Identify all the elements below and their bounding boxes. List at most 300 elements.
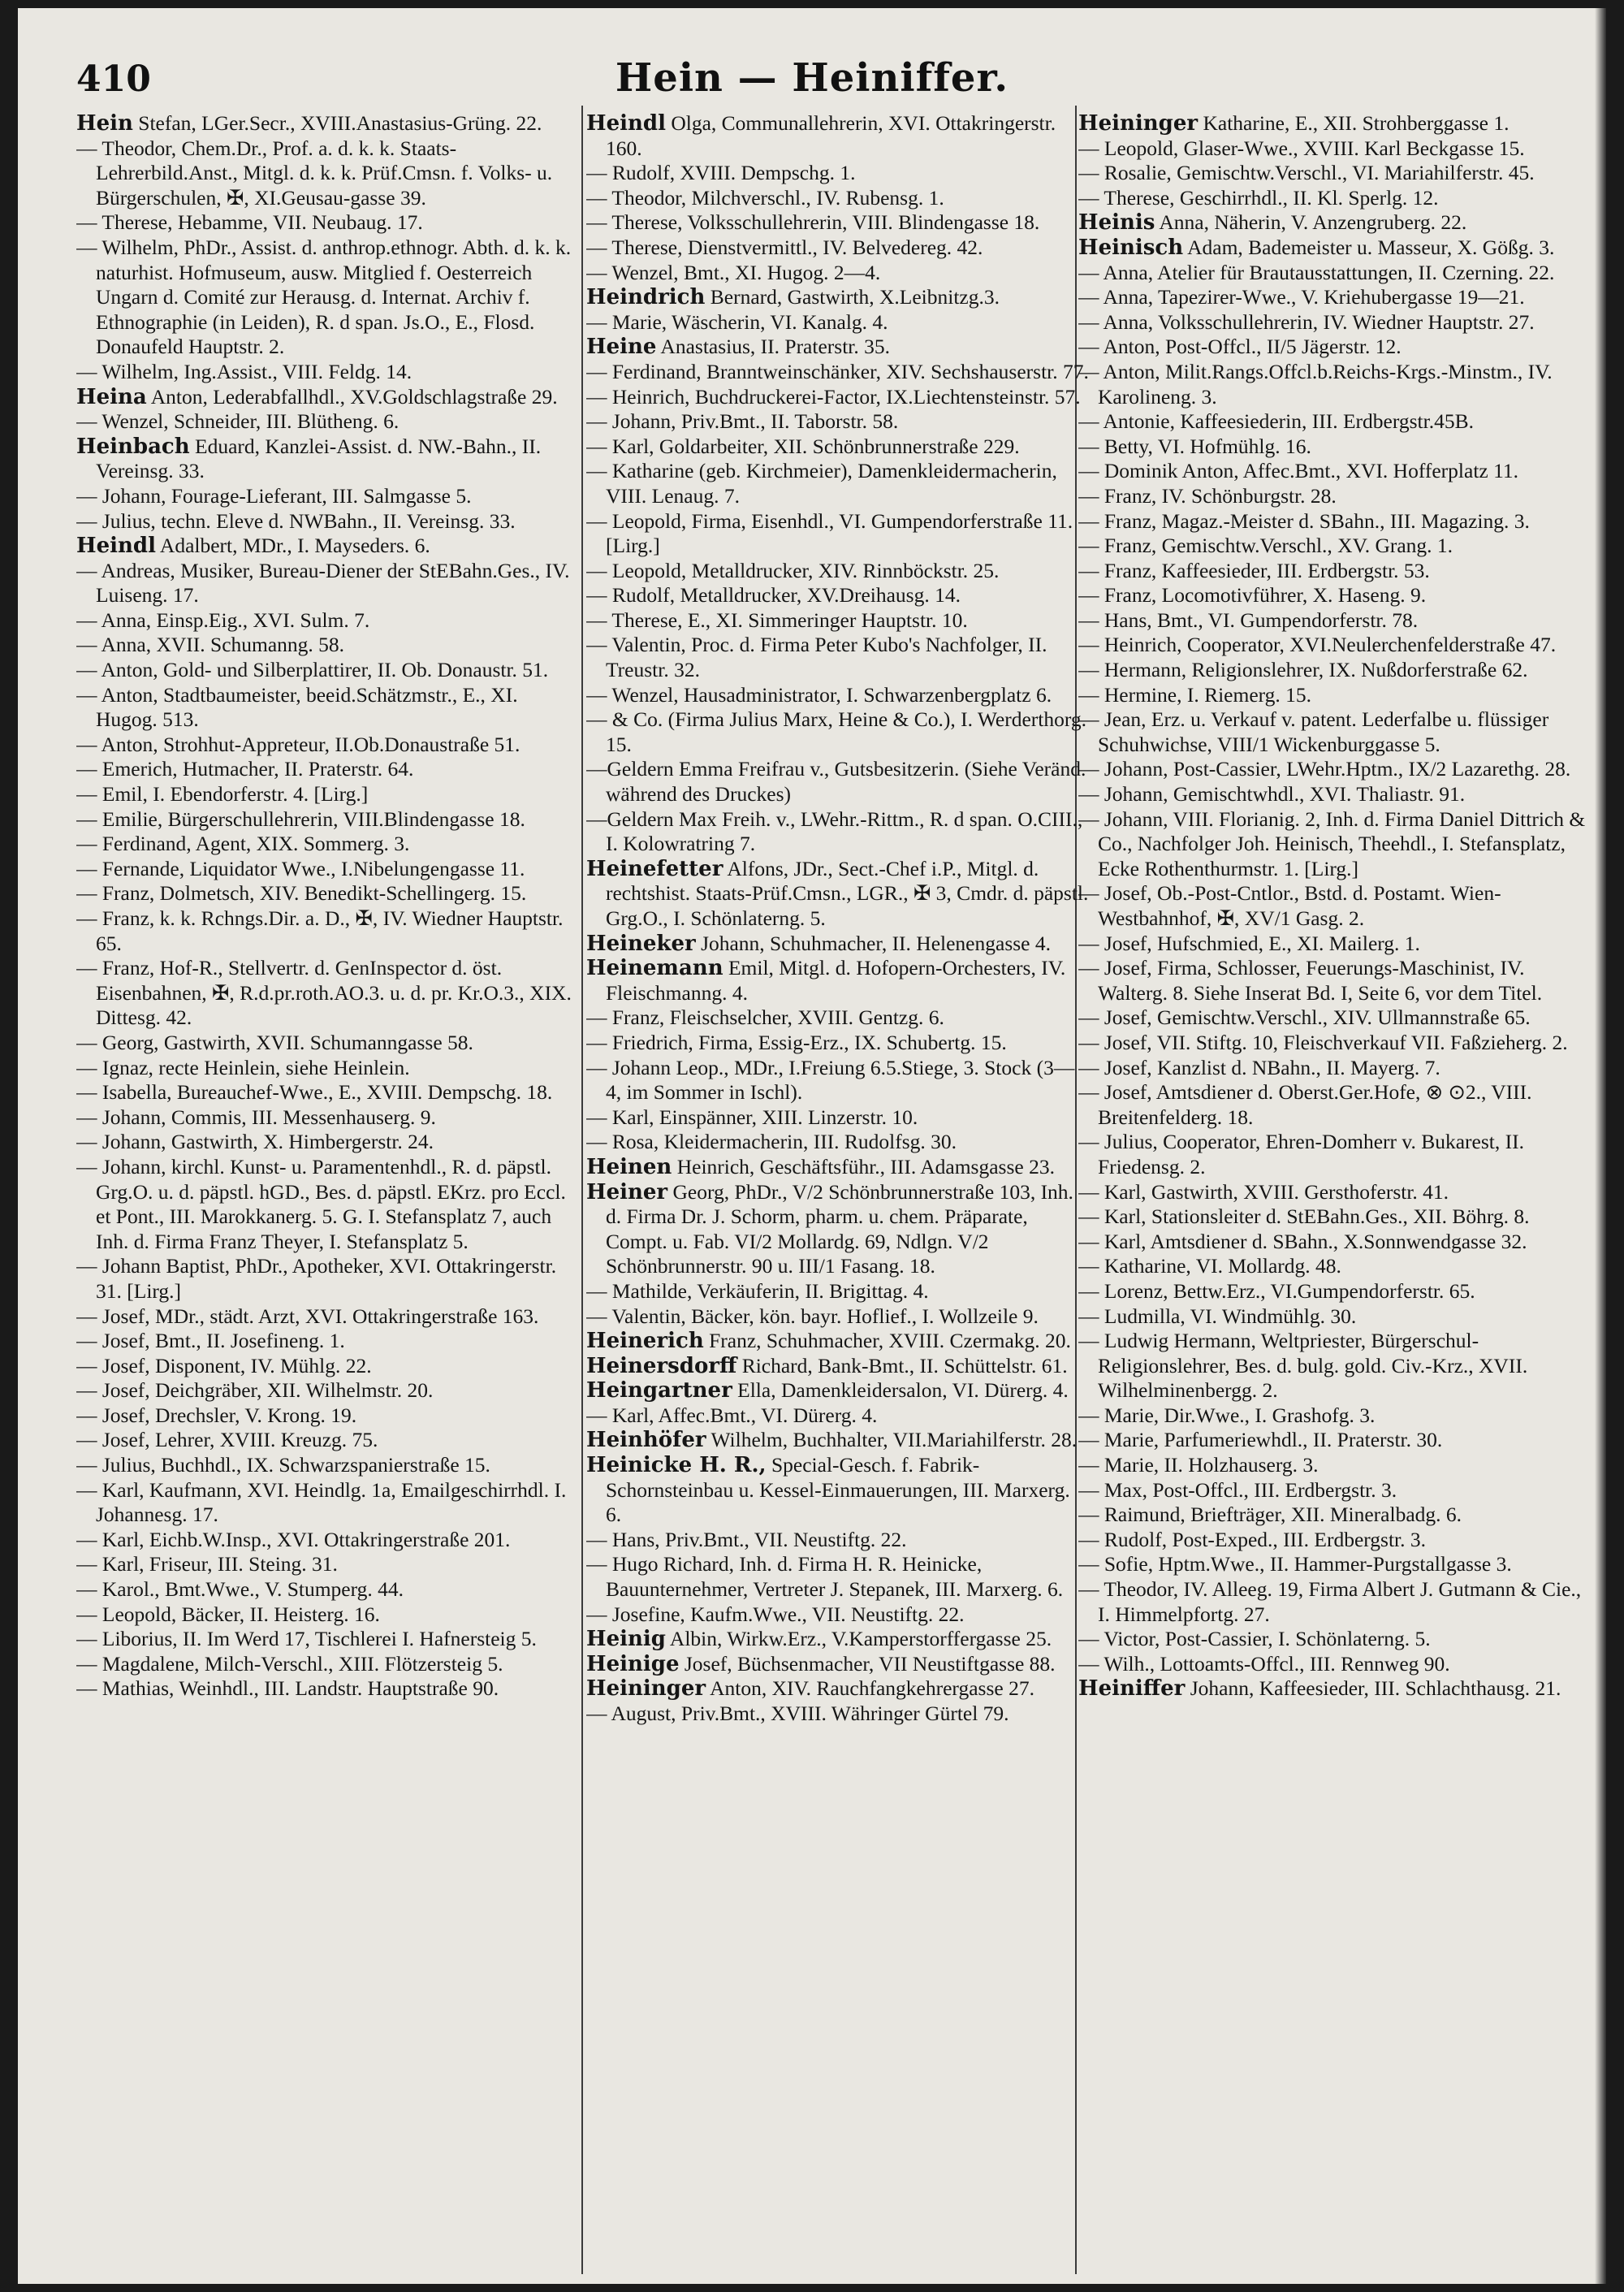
entry-text: — Johann, kirchl. Kunst- u. Paramentenhdl., R. d. päpstl. Grg.O. u. d. päpstl. hGD., Bes. d. päpstl. EKrz. pro Eccl. et Pont., III. Marokkanerg. 5. G. I. Stefansplatz 7, auch Inh. d. Firma Franz Theyer, I. Stefansplatz 5. <box>76 1154 566 1253</box>
directory-entry <box>586 1180 1090 1279</box>
directory-entry <box>76 757 577 782</box>
directory-entry <box>1078 707 1587 757</box>
directory-entry <box>586 111 1090 161</box>
directory-entry <box>76 435 577 484</box>
entry-text: Georg, PhDr., V/2 Schönbrunnerstraße 103, Inh. d. Firma Dr. J. Schorm, pharm. u. chem. Präparate, Compt. u. Fab. VI/2 Mollardg. 69, Ndlgn. V/2 Schönbrunnerstr. 90 u. III/1 Fasang. 18. <box>606 1179 1073 1278</box>
entry-text: — August, Priv.Bmt., XVIII. Währinger Gürtel 79. <box>586 1702 1009 1725</box>
directory-entry <box>76 509 577 534</box>
directory-entry <box>1078 683 1587 708</box>
entry-text: — Friedrich, Firma, Essig-Erz., IX. Schubertg. 15. <box>586 1030 1007 1054</box>
entry-text: — Josef, Firma, Schlosser, Feuerungs-Maschinist, IV. Walterg. 8. Siehe Inserat Bd. I, Seite 6, vor dem Titel. <box>1078 956 1543 1005</box>
entry-surname: Heinisch <box>1078 235 1184 260</box>
directory-entry <box>76 1478 577 1528</box>
entry-text: — Therese, E., XI. Simmeringer Hauptstr. 10. <box>586 608 968 632</box>
directory-entry <box>1078 335 1587 360</box>
directory-entry <box>1078 782 1587 807</box>
entry-text: Josef, Büchsenmacher, VII Neustiftgasse 88. <box>684 1651 1056 1676</box>
entry-text: — Therese, Volksschullehrerin, VIII. Blindengasse 18. <box>586 210 1040 235</box>
directory-entry <box>586 1354 1090 1379</box>
entry-text: — Therese, Dienstvermittl., IV. Belvedereg. 42. <box>586 235 983 259</box>
directory-entry <box>76 881 577 906</box>
directory-entry <box>1078 658 1587 683</box>
directory-entry <box>1078 1552 1587 1577</box>
entry-text: — Mathilde, Verkäuferin, II. Brigittag. 4. <box>586 1278 929 1303</box>
directory-entry <box>586 1627 1090 1652</box>
directory-entry <box>586 1304 1090 1330</box>
entry-surname: Heinerich <box>586 1329 704 1354</box>
directory-entry <box>1078 1080 1587 1130</box>
entry-text: — Franz, Gemischtw.Verschl., XV. Grang. 1. <box>1078 534 1453 558</box>
directory-entry <box>76 733 577 758</box>
directory-entry <box>1078 534 1587 559</box>
entry-text: — Marie, Dir.Wwe., I. Grashofg. 3. <box>1078 1403 1376 1427</box>
entry-text: — Anton, Stadtbaumeister, beeid.Schätzmstr., E., XI. Hugog. 513. <box>76 682 518 732</box>
directory-entry <box>1078 484 1587 509</box>
directory-column-2 <box>586 111 1090 2280</box>
entry-text: — Johann, Commis, III. Messenhauserg. 9. <box>76 1105 436 1129</box>
entry-text: — Rosalie, Gemischtw.Verschl., VI. Mariahilferstr. 45. <box>1078 161 1535 185</box>
directory-entry <box>1078 409 1587 435</box>
entry-text: — Isabella, Bureauchef-Wwe., E., XVIII. Dempschg. 18. <box>76 1080 553 1105</box>
entry-text: — Karl, Goldarbeiter, XII. Schönbrunnerstraße 229. <box>586 434 1020 458</box>
entry-text: — Hans, Bmt., VI. Gumpendorferstr. 78. <box>1078 608 1419 632</box>
directory-entry <box>76 1403 577 1429</box>
entry-text: Bernard, Gastwirth, X.Leibnitzg.3. <box>710 285 1000 309</box>
entry-text: — Emilie, Bürgerschullehrerin, VIII.Blindengasse 18. <box>76 807 525 831</box>
directory-entry <box>1078 1676 1587 1702</box>
directory-entry <box>1078 111 1587 136</box>
entry-surname: Heinige <box>586 1651 680 1676</box>
entry-text: — Karl, Eichb.W.Insp., XVI. Ottakringerstraße 201. <box>76 1527 511 1551</box>
entry-text: — Fernande, Liquidator Wwe., I.Nibelungengasse 11. <box>76 856 525 880</box>
entry-text: — Julius, techn. Eleve d. NWBahn., II. Vereinsg. 33. <box>76 508 516 533</box>
directory-entry <box>1078 509 1587 534</box>
directory-entry <box>76 1031 577 1056</box>
entry-text: — Georg, Gastwirth, XVII. Schumanngasse 58. <box>76 1030 473 1054</box>
entry-surname: Heiniffer <box>1078 1676 1186 1702</box>
entry-text: — Franz, Kaffeesieder, III. Erdbergstr. 53. <box>1078 558 1430 582</box>
entry-text: — Franz, Dolmetsch, XIV. Benedikt-Schellingerg. 15. <box>76 881 527 906</box>
entry-text: — Julius, Buchhdl., IX. Schwarzspanierstraße 15. <box>76 1453 490 1477</box>
directory-entry <box>586 161 1090 186</box>
directory-entry <box>76 409 577 435</box>
entry-text: — Valentin, Bäcker, kön. bayr. Hoflief., I. Wollzeile 9. <box>586 1304 1039 1328</box>
directory-entry <box>76 782 577 807</box>
entry-surname: Heinen <box>586 1154 672 1179</box>
entry-text: Anastasius, II. Praterstr. 35. <box>660 335 890 359</box>
entry-text: — Wenzel, Schneider, III. Blütheng. 6. <box>76 409 400 434</box>
entry-text: — Julius, Cooperator, Ehren-Domherr v. Bukarest, II. Friedensg. 2. <box>1078 1130 1524 1178</box>
entry-surname: Heinig <box>586 1627 666 1652</box>
directory-entry <box>1078 1230 1587 1255</box>
entry-text: — Leopold, Glaser-Wwe., XVIII. Karl Beckgasse 15. <box>1078 136 1525 160</box>
entry-text: — Karl, Gastwirth, XVIII. Gersthoferstr. 41. <box>1078 1179 1449 1204</box>
entry-text: — Theodor, Milchverschl., IV. Rubensg. 1. <box>586 185 944 210</box>
entry-text: — Ludwig Hermann, Weltpriester, Bürgerschul-Religionslehrer, Bes. d. bulg. gold. Civ.-Krz., XVII. Wilhelminenbergg. 2. <box>1078 1329 1528 1403</box>
entry-text: Albin, Wirkw.Erz., V.Kamperstorffergasse 25. <box>669 1627 1052 1651</box>
directory-entry <box>76 136 577 211</box>
entry-text: — Anna, Atelier für Brautausstattungen, II. Czerning. 22. <box>1078 260 1555 284</box>
directory-entry <box>586 1602 1090 1628</box>
directory-entry <box>76 1453 577 1478</box>
entry-text: Johann, Kaffeesieder, III. Schlachthausg. 21. <box>1190 1676 1561 1701</box>
entry-text: — Theodor, Chem.Dr., Prof. a. d. k. k. Staats-Lehrerbild.Anst., Mitgl. d. k. k. Prüf.Cmsn. f. Volks- u. Bürgerschulen, ✠, XI.Geusau-gasse 39. <box>76 136 553 210</box>
entry-text: Adam, Bademeister u. Masseur, X. Gößg. 3. <box>1187 235 1555 259</box>
page-number: 410 <box>76 58 151 100</box>
directory-entry <box>586 1105 1090 1131</box>
directory-entry <box>76 832 577 857</box>
entry-text: Stefan, LGer.Secr., XVIII.Anastasius-Grüng. 22. <box>138 111 542 135</box>
entry-text: — Franz, Magaz.-Meister d. SBahn., III. Magazing. 3. <box>1078 508 1530 533</box>
entry-surname: Hein <box>76 111 133 136</box>
entry-text: — Wilhelm, Ing.Assist., VIII. Feldg. 14. <box>76 359 412 383</box>
directory-entry <box>76 1378 577 1403</box>
entry-text: — Karl, Kaufmann, XVI. Heindlg. 1a, Emailgeschirrhdl. I. Johannesg. 17. <box>76 1477 567 1527</box>
directory-entry <box>76 683 577 733</box>
directory-entry <box>76 534 577 559</box>
directory-entry <box>1078 310 1587 335</box>
entry-text: — Hans, Priv.Bmt., VII. Neustiftg. 22. <box>586 1527 907 1551</box>
entry-text: — Anna, Einsp.Eig., XVI. Sulm. 7. <box>76 608 370 632</box>
directory-entry <box>586 857 1090 932</box>
directory-entry <box>76 1329 577 1354</box>
directory-entry <box>1078 210 1587 236</box>
directory-entry <box>76 857 577 882</box>
entry-text: — Marie, Wäscherin, VI. Kanalg. 4. <box>586 309 888 334</box>
page-header <box>18 41 1606 114</box>
directory-entry <box>76 1652 577 1677</box>
entry-text: Richard, Bank-Bmt., II. Schüttelstr. 61. <box>741 1353 1068 1377</box>
directory-entry <box>76 633 577 658</box>
entry-text: — Raimund, Briefträger, XII. Mineralbadg. 6. <box>1078 1503 1462 1527</box>
entry-text: — Josef, Disponent, IV. Mühlg. 22. <box>76 1353 372 1377</box>
entry-text: — Rosa, Kleidermacherin, III. Rudolfsg. 30. <box>586 1130 957 1154</box>
entry-surname: Heindl <box>76 534 156 559</box>
directory-entry <box>76 1130 577 1155</box>
entry-text: — Wilhelm, PhDr., Assist. d. anthrop.ethnogr. Abth. d. k. k. naturhist. Hofmuseum, ausw. Mitglied f. Oesterreich Ungarn d. Comité zur Herausg. d. Internat. Archiv f. Ethnographie (in Leiden), R. d span. Js.O., E., Flosd. Donaufeld Hauptstr. 2. <box>76 235 572 359</box>
directory-entry <box>586 1528 1090 1553</box>
entry-text: — Johann Baptist, PhDr., Apotheker, XVI. Ottakringerstr. 31. [Lirg.] <box>76 1254 557 1303</box>
directory-entry <box>1078 1577 1587 1627</box>
entry-text: — Magdalene, Milch-Verschl., XIII. Flötzersteig 5. <box>76 1651 503 1676</box>
entry-text: — Hermann, Religionslehrer, IX. Nußdorferstraße 62. <box>1078 658 1528 682</box>
entry-text: — Anna, Volksschullehrerin, IV. Wiedner Hauptstr. 27. <box>1078 309 1535 334</box>
column-divider <box>581 106 583 2274</box>
directory-entry <box>1078 1130 1587 1179</box>
entry-text: — Theodor, IV. Alleeg. 19, Firma Albert J. Gutmann & Cie., I. Himmelpfortg. 27. <box>1078 1577 1582 1626</box>
entry-text: — Sofie, Hptm.Wwe., II. Hammer-Purgstallgasse 3. <box>1078 1552 1512 1576</box>
entry-text: — Johann, Gastwirth, X. Himbergerstr. 24. <box>76 1130 434 1154</box>
entry-text: Alfons, JDr., Sect.-Chef i.P., Mitgl. d. rechtshist. Staats-Prüf.Cmsn., LGR., ✠ 3, Cmdr. d. päpstl. Grg.O., I. Schönlaterng. 5. <box>606 856 1089 930</box>
directory-entry <box>1078 583 1587 608</box>
entry-text: — Ferdinand, Agent, XIX. Sommerg. 3. <box>76 832 410 856</box>
directory-entry <box>1078 1180 1587 1205</box>
directory-entry <box>1078 459 1587 484</box>
directory-entry <box>586 1652 1090 1677</box>
directory-entry <box>76 1602 577 1628</box>
directory-entry <box>76 658 577 683</box>
entry-text: — Wilh., Lottoamts-Offcl., III. Rennweg 90. <box>1078 1651 1450 1676</box>
directory-entry <box>76 111 577 136</box>
directory-entry <box>1078 956 1587 1005</box>
directory-entry <box>76 1105 577 1131</box>
entry-surname: Heinbach <box>76 434 190 459</box>
directory-entry <box>1078 1478 1587 1503</box>
directory-entry <box>586 236 1090 261</box>
directory-entry <box>586 1130 1090 1155</box>
directory-entry <box>586 409 1090 435</box>
directory-entry <box>586 1155 1090 1180</box>
entry-surname: Heinis <box>1078 210 1155 236</box>
entry-text: — Heinrich, Buchdruckerei-Factor, IX.Liechtensteinstr. 57. <box>586 384 1081 409</box>
directory-entry <box>1078 1279 1587 1304</box>
entry-surname: Heininger <box>586 1676 706 1702</box>
entry-text: — Johann, Gemischtwhdl., XVI. Thaliastr. 91. <box>1078 782 1466 807</box>
entry-text: Emil, Mitgl. d. Hofopern-Orchesters, IV. Fleischmanng. 4. <box>606 956 1066 1005</box>
directory-entry <box>1078 608 1587 634</box>
entry-surname: Heina <box>76 384 147 409</box>
entry-text: — Katharine, VI. Mollardg. 48. <box>1078 1254 1341 1278</box>
directory-entry <box>1078 285 1587 310</box>
directory-entry <box>1078 1329 1587 1403</box>
directory-entry <box>1078 559 1587 584</box>
directory-entry <box>76 956 577 1031</box>
entry-text: — Josef, VII. Stiftg. 10, Fleischverkauf VII. Faßzieherg. 2. <box>1078 1030 1568 1054</box>
directory-entry <box>76 1552 577 1577</box>
entry-text: — Josef, Bmt., II. Josefineng. 1. <box>76 1329 345 1353</box>
entry-surname: Heingartner <box>586 1378 732 1403</box>
directory-entry <box>586 956 1090 1005</box>
directory-entry <box>76 1528 577 1553</box>
entry-text: — Josef, Drechsler, V. Krong. 19. <box>76 1403 357 1427</box>
entry-text: — Hermine, I. Riemerg. 15. <box>1078 682 1312 707</box>
entry-text: — Jean, Erz. u. Verkauf v. patent. Lederfalbe u. flüssiger Schuhwichse, VIII/1 Wickenburggasse 5. <box>1078 707 1549 756</box>
entry-text: — Therese, Geschirrhdl., II. Kl. Sperlg. 12. <box>1078 185 1439 210</box>
entry-text: — Betty, VI. Hofmühlg. 16. <box>1078 434 1311 458</box>
directory-entry <box>586 1005 1090 1031</box>
directory-entry <box>76 360 577 385</box>
entry-surname: Heinemann <box>586 956 723 981</box>
directory-entry <box>1078 1005 1587 1031</box>
directory-entry <box>76 1155 577 1254</box>
entry-text: Anna, Näherin, V. Anzengruberg. 22. <box>1159 210 1467 235</box>
entry-text: Special-Gesch. f. Fabrik-Schornsteinbau u. Kessel-Einmauerungen, III. Marxerg. 6. <box>606 1453 1070 1527</box>
entry-text: — Wenzel, Hausadministrator, I. Schwarzenbergplatz 6. <box>586 682 1052 707</box>
directory-entry <box>586 360 1090 385</box>
directory-entry <box>586 186 1090 211</box>
directory-entry <box>76 1056 577 1081</box>
entry-text: — Leopold, Bäcker, II. Heisterg. 16. <box>76 1602 380 1626</box>
entry-text: — Marie, Parfumeriewhdl., II. Praterstr. 30. <box>1078 1428 1443 1452</box>
directory-entry <box>1078 236 1587 261</box>
entry-text: Heinrich, Geschäftsführ., III. Adamsgasse 23. <box>676 1154 1055 1178</box>
directory-entry <box>586 633 1090 682</box>
directory-entry <box>586 385 1090 410</box>
directory-entry <box>586 807 1090 857</box>
directory-entry <box>1078 633 1587 658</box>
directory-entry <box>586 210 1090 236</box>
directory-entry <box>76 236 577 360</box>
directory-entry <box>586 509 1090 559</box>
entry-text: — Wenzel, Bmt., XI. Hugog. 2—4. <box>586 260 881 284</box>
directory-entry <box>1078 807 1587 882</box>
entry-text: — Ludmilla, VI. Windmühlg. 30. <box>1078 1304 1357 1328</box>
entry-text: — Mathias, Weinhdl., III. Landstr. Hauptstraße 90. <box>76 1676 499 1701</box>
entry-text: — Franz, Locomotivführer, X. Haseng. 9. <box>1078 583 1427 608</box>
directory-entry <box>76 807 577 832</box>
entry-text: — Josef, Deichgräber, XII. Wilhelmstr. 20. <box>76 1378 434 1403</box>
directory-entry <box>1078 757 1587 782</box>
entry-text: — Anton, Post-Offcl., II/5 Jägerstr. 12. <box>1078 335 1402 359</box>
entry-text: — Josef, MDr., städt. Arzt, XVI. Ottakringerstraße 163. <box>76 1304 539 1328</box>
directory-entry <box>586 285 1090 310</box>
entry-text: — Emerich, Hutmacher, II. Praterstr. 64. <box>76 757 414 781</box>
scan-edge <box>1595 8 1606 2284</box>
directory-entry <box>1078 881 1587 931</box>
directory-entry <box>1078 1254 1587 1279</box>
directory-column-3 <box>1078 111 1587 2280</box>
entry-text: — Josef, Kanzlist d. NBahn., II. Mayerg. 7. <box>1078 1055 1440 1079</box>
directory-entry <box>76 906 577 956</box>
entry-text: — Karol., Bmt.Wwe., V. Stumperg. 44. <box>76 1577 404 1602</box>
directory-entry <box>586 435 1090 460</box>
directory-entry <box>586 608 1090 634</box>
directory-entry <box>1078 1503 1587 1528</box>
entry-text: — Max, Post-Offcl., III. Erdbergstr. 3. <box>1078 1477 1397 1502</box>
entry-text: — Rudolf, Post-Exped., III. Erdbergstr. 3. <box>1078 1527 1427 1551</box>
directory-entry <box>1078 1453 1587 1478</box>
directory-entry <box>1078 261 1587 286</box>
entry-text: — Antonie, Kaffeesiederin, III. Erdbergstr.45B. <box>1078 409 1474 434</box>
directory-entry <box>1078 1652 1587 1677</box>
directory-entry <box>586 1453 1090 1528</box>
directory-entry <box>586 1056 1090 1105</box>
directory-entry <box>1078 1204 1587 1230</box>
entry-text: — Rudolf, XVIII. Dempschg. 1. <box>586 161 856 185</box>
entry-text: Ella, Damenkleidersalon, VI. Dürerg. 4. <box>737 1378 1069 1403</box>
entry-surname: Heinhöfer <box>586 1428 706 1453</box>
directory-entry <box>586 1552 1090 1602</box>
directory-entry <box>76 608 577 634</box>
entry-surname: Heindrich <box>586 285 706 310</box>
entry-text: — Johann, Post-Cassier, LWehr.Hptm., IX/2 Lazarethg. 28. <box>1078 757 1571 781</box>
directory-column-1 <box>76 111 577 2280</box>
directory-entry <box>586 683 1090 708</box>
directory-entry <box>1078 161 1587 186</box>
entry-surname: Heineker <box>586 931 696 956</box>
entry-text: — Karl, Einspänner, XIII. Linzerstr. 10. <box>586 1105 918 1129</box>
entry-surname: Heininger <box>1078 111 1199 136</box>
entry-text: — Karl, Affec.Bmt., VI. Dürerg. 4. <box>586 1403 878 1427</box>
entry-text: — Anton, Milit.Rangs.Offcl.b.Reichs-Krgs.-Minstm., IV. Karolineng. 3. <box>1078 359 1553 409</box>
directory-entry <box>586 1329 1090 1354</box>
entry-surname: Heinicke H. R., <box>586 1453 767 1478</box>
directory-entry <box>1078 1403 1587 1429</box>
entry-text: — Katharine (geb. Kirchmeier), Damenkleidermacherin, VIII. Lenaug. 7. <box>586 459 1057 508</box>
directory-entry <box>586 1403 1090 1429</box>
directory-entry <box>586 261 1090 286</box>
entry-text: Franz, Schuhmacher, XVIII. Czermakg. 20. <box>709 1329 1071 1353</box>
entry-text: Anton, XIV. Rauchfangkehrergasse 27. <box>710 1676 1034 1701</box>
directory-entry <box>1078 1031 1587 1056</box>
directory-entry <box>76 484 577 509</box>
entry-text: — Marie, II. Holzhauserg. 3. <box>1078 1453 1319 1477</box>
directory-entry <box>1078 1627 1587 1652</box>
directory-entry <box>586 1031 1090 1056</box>
directory-entry <box>76 210 577 236</box>
directory-entry <box>586 1378 1090 1403</box>
entry-text: — Rudolf, Metalldrucker, XV.Dreihausg. 14. <box>586 583 961 608</box>
entry-text: — Josef, Gemischtw.Verschl., XIV. Ullmannstraße 65. <box>1078 1005 1531 1030</box>
entry-text: — Franz, k. k. Rchngs.Dir. a. D., ✠, IV. Wiedner Hauptstr. 65. <box>76 906 564 955</box>
directory-entry <box>76 1577 577 1602</box>
directory-entry <box>586 1279 1090 1304</box>
entry-text: Adalbert, MDr., I. Mayseders. 6. <box>159 534 430 558</box>
directory-entry <box>76 1428 577 1453</box>
directory-entry <box>76 385 577 410</box>
entry-text: Anton, Lederabfallhdl., XV.Goldschlagstraße 29. <box>150 384 558 409</box>
entry-text: — Josef, Ob.-Post-Cntlor., Bstd. d. Postamt. Wien-Westbahnhof, ✠, XV/1 Gasg. 2. <box>1078 881 1501 930</box>
entry-text: — Hugo Richard, Inh. d. Firma H. R. Heinicke, Bauunternehmer, Vertreter J. Stepanek, III. Marxerg. 6. <box>586 1552 1064 1602</box>
directory-entry <box>586 310 1090 335</box>
entry-text: — Anna, XVII. Schumanng. 58. <box>76 633 345 657</box>
entry-text: — Anna, Tapezirer-Wwe., V. Kriehubergasse 19—21. <box>1078 285 1525 309</box>
directory-entry <box>586 932 1090 957</box>
directory-entry <box>586 757 1090 807</box>
entry-text: — Josef, Lehrer, XVIII. Kreuzg. 75. <box>76 1428 378 1452</box>
entry-text: — Josefine, Kaufm.Wwe., VII. Neustiftg. 22. <box>586 1602 965 1626</box>
directory-entry <box>1078 136 1587 162</box>
directory-entry <box>76 559 577 608</box>
entry-text: — Ignaz, recte Heinlein, siehe Heinlein. <box>76 1055 410 1079</box>
entry-text: — Anton, Strohhut-Appreteur, II.Ob.Donaustraße 51. <box>76 732 520 756</box>
directory-entry <box>1078 1304 1587 1330</box>
entry-text: — Andreas, Musiker, Bureau-Diener der StEBahn.Ges., IV. Luiseng. 17. <box>76 558 570 608</box>
entry-text: — Leopold, Firma, Eisenhdl., VI. Gumpendorferstraße 11. [Lirg.] <box>586 508 1073 558</box>
directory-entry <box>586 583 1090 608</box>
entry-surname: Heindl <box>586 111 666 136</box>
directory-entry <box>1078 435 1587 460</box>
directory-entry <box>586 1702 1090 1727</box>
entry-text: — Karl, Amtsdiener d. SBahn., X.Sonnwendgasse 32. <box>1078 1229 1527 1253</box>
entry-text: — Johann Leop., MDr., I.Freiung 6.5.Stiege, 3. Stock (3—4, im Sommer in Ischl). <box>586 1055 1075 1105</box>
running-head: Hein — Heiniffer. <box>615 55 1009 101</box>
entry-text: Katharine, E., XII. Strohberggasse 1. <box>1203 111 1510 135</box>
entry-text: — Heinrich, Cooperator, XVI.Neulerchenfelderstraße 47. <box>1078 633 1557 657</box>
directory-page <box>18 8 1606 2284</box>
directory-entry <box>76 1304 577 1330</box>
entry-text: — Karl, Friseur, III. Steing. 31. <box>76 1552 338 1576</box>
entry-text: — Johann, VIII. Florianig. 2, Inh. d. Firma Daniel Dittrich & Co., Nachfolger Joh. Heinisch, Theehdl., I. Stefansplatz, Ecke Rothenthurmstr. 1. [Lirg.] <box>1078 807 1586 880</box>
entry-text: — & Co. (Firma Julius Marx, Heine & Co.), I. Werderthorg. 15. <box>586 707 1087 756</box>
directory-entry <box>1078 360 1587 409</box>
entry-text: — Anton, Gold- und Silberplattirer, II. Ob. Donaustr. 51. <box>76 658 549 682</box>
directory-entry <box>586 559 1090 584</box>
entry-text: Eduard, Kanzlei-Assist. d. NW.-Bahn., II. Vereinsg. 33. <box>96 434 542 483</box>
entry-text: —Geldern Max Freih. v., LWehr.-Rittm., R. d span. O.CIII., I. Kolowratring 7. <box>586 807 1083 856</box>
directory-entry <box>1078 1528 1587 1553</box>
entry-text: — Josef, Hufschmied, E., XI. Mailerg. 1. <box>1078 931 1420 955</box>
entry-text: — Therese, Hebamme, VII. Neubaug. 17. <box>76 210 423 235</box>
entry-text: —Geldern Emma Freifrau v., Gutsbesitzerin. (Siehe Veränd. während des Druckes) <box>586 757 1086 807</box>
directory-entry <box>1078 932 1587 957</box>
entry-text: — Dominik Anton, Affec.Bmt., XVI. Hofferplatz 11. <box>1078 459 1519 483</box>
entry-surname: Heinersdorff <box>586 1353 737 1378</box>
entry-text: — Lorenz, Bettw.Erz., VI.Gumpendorferstr. 65. <box>1078 1278 1475 1303</box>
directory-entry <box>76 1254 577 1304</box>
directory-entry <box>1078 1428 1587 1453</box>
entry-text: — Franz, IV. Schönburgstr. 28. <box>1078 483 1337 508</box>
